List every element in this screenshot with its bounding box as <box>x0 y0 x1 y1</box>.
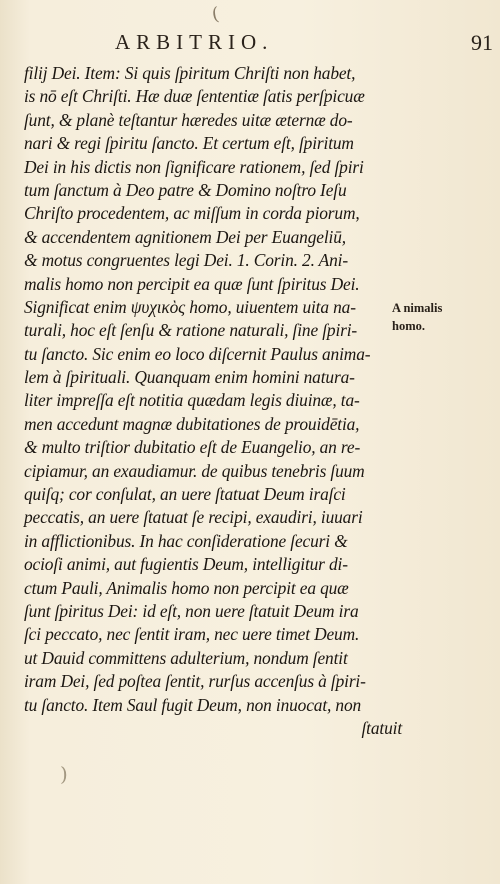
text-line: nari & regi ſpiritu ſancto. Et certum eſt, ſpiritum <box>24 133 354 154</box>
text-line: malis homo non percipit ea quæ ſunt ſpiritus Dei. <box>24 273 360 294</box>
text-line: ocioſi animi, aut fugientis Deum, intelligitur di- <box>24 554 348 575</box>
text-line: cipiamur, an exaudiamur. de quibus tenebris ſuum <box>24 460 365 481</box>
margin-note-line: A nimalis <box>392 301 443 315</box>
text-line: is nō eſt Chriſti. Hæ duæ ſententiæ ſatis perſpicuæ <box>24 86 365 107</box>
text-line: quiſq; cor conſulat, an uere ſtatuat Deum iraſci <box>24 484 346 505</box>
page-mark-top: ( <box>210 3 221 26</box>
text-line: & motus congruentes legi Dei. 1. Corin. 2. Ani- <box>24 250 348 271</box>
text-line: ſci peccato, nec ſentit iram, nec uere timet Deum. <box>24 624 360 645</box>
text-line: ſunt ſpiritus Dei: id eſt, non uere ſtatuit Deum ira <box>24 600 359 621</box>
page-header <box>115 30 493 55</box>
body-text <box>24 62 404 740</box>
text-line: Dei in his dictis non ſignificare rationem, ſed ſpiri <box>24 156 364 177</box>
text-line: & accendentem agnitionem Dei per Euangeliū, <box>24 226 346 247</box>
text-line: in afflictionibus. In hac conſideratione ſecuri & <box>24 530 348 551</box>
margin-note-line: homo. <box>392 319 425 333</box>
text-line: turali, hoc eſt ſenſu & ratione naturali, ſine ſpiri- <box>24 320 358 341</box>
text-line: ut Dauid committens adulterium, nondum ſentit <box>24 647 348 668</box>
catchword: ſtatuit <box>361 717 402 738</box>
folio-number: 91 <box>471 30 493 55</box>
text-line: tum ſanctum à Deo patre & Domino noſtro Ieſu <box>24 179 347 200</box>
text-line: Significat enim ψυχικὸς homo, uiuentem uita na- <box>24 296 356 317</box>
text-line: iram Dei, ſed poſtea ſentit, rurſus accenſus à ſpiri- <box>24 671 366 692</box>
text-line: filij Dei. Item: Si quis ſpiritum Chriſti non habet, <box>24 63 356 83</box>
text-line: tu ſancto. Item Saul fugit Deum, non inuocat, non <box>24 694 362 715</box>
text-line: ſunt, & planè teſtantur hæredes uitæ æternæ do- <box>24 109 353 130</box>
text-line: ctum Pauli, Animalis homo non percipit ea quæ <box>24 577 349 598</box>
margin-note <box>392 299 496 335</box>
text-line: Chriſto procedentem, ac miſſum in corda piorum, <box>24 203 360 224</box>
text-line: peccatis, an uere ſtatuat ſe recipi, exaudiri, iuuari <box>24 507 363 528</box>
text-line: tu ſancto. Sic enim eo loco diſcernit Paulus anima- <box>24 343 371 364</box>
text-line: & multo triſtior dubitatio eſt de Euangelio, an re- <box>24 437 361 458</box>
running-head: ARBITRIO. <box>115 30 274 54</box>
text-line: lem à ſpirituali. Quanquam enim homini natura- <box>24 367 355 388</box>
text-line: liter impreſſa eſt notitia quædam legis diuinæ, ta- <box>24 390 360 411</box>
text-line: men accedunt magnæ dubitationes de prouidētia, <box>24 413 360 434</box>
page-mark-bottom: ) <box>60 762 68 786</box>
